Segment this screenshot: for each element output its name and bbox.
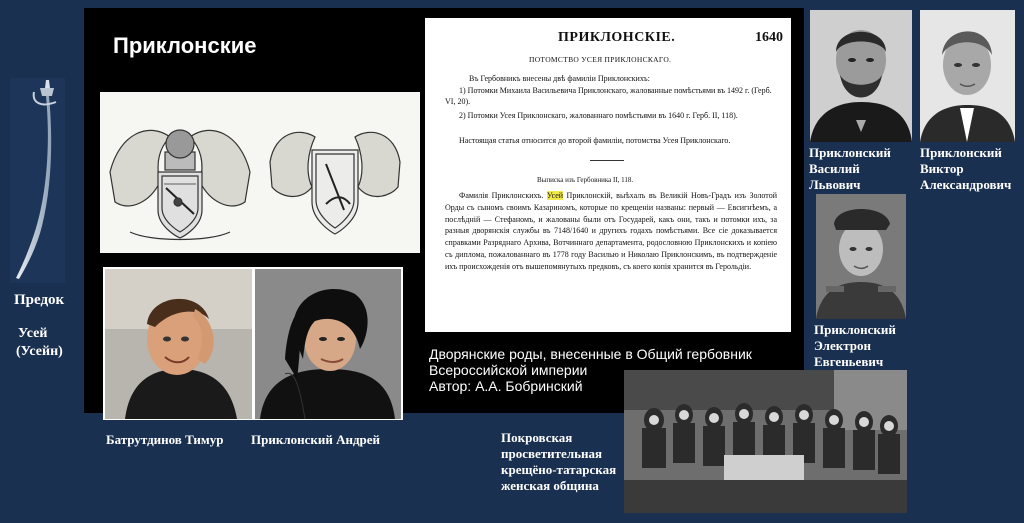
caption-timur: Батрутдинов Тимур [106, 432, 224, 447]
photo-vasily-priklonsky [810, 10, 912, 142]
caption-vasily [809, 145, 891, 193]
caption-vasily-name: Василий [809, 161, 860, 176]
source-caption-line-1: Дворянские роды, внесенные в Общий гербовник [429, 346, 752, 362]
document-body-rest: Приклонскій, выѣхалъ въ Великій Новъ-Градъ изъ Золотой Орды съ сыномъ своимъ Казариномъ, которые по крещеніи названы: первый — Евсигнѣемъ, а послѣдній — Стефаномъ, и жалованы были отъ Государей, какъ они, такъ и потомки ихъ, за разныя дворянскія службы въ 7148/1640 и другихъ годахъ помѣстьями. Все сіе доказывается справками Разряднаго Архива, Вотчиннаго департамента, родословною Приклонскихъ и копіею съ диплома, пожалованнаго въ 1778 году Василью и Николаю Приклонскимъ, въ подтвержденіе ихъ происхожденія отъ вышепомянутыхъ предковъ, съ коего копія хранится въ Герольдіи. [445, 191, 777, 271]
photo-timur-batrutdinov [105, 269, 252, 419]
caption-elektron-surname: Приклонский [814, 322, 896, 337]
document-para-4: Настоящая статья относится до второй фамиліи, потомства Усея Приклонскаго. [459, 136, 731, 145]
document-para-1: Въ Гербовникъ внесены двѣ фамиліи Приклонскихъ: [469, 74, 650, 83]
document-page-number: 1640 [755, 30, 783, 45]
caption-vasily-patronymic: Львович [809, 177, 861, 192]
ancestor-name-alt: (Усейн) [16, 344, 63, 359]
document-body [445, 190, 777, 273]
document-subheading: ПОТОМСТВО УСЕЯ ПРИКЛОНСКАГО. [529, 55, 672, 64]
source-caption-line-3: Автор: А.А. Бобринский [429, 378, 583, 394]
photo-andrey-priklonsky [255, 269, 401, 419]
ancestor-label: Предок [14, 292, 65, 308]
source-caption-line-2: Всероссийской империи [429, 362, 588, 378]
document-para-3: 2) Потомки Усея Приклонскаго, жалованнаго помѣстьями въ 1640 г. Герб. II, 118). [459, 111, 738, 120]
caption-vasily-surname: Приклонский [809, 145, 891, 160]
armorial-document [425, 18, 791, 332]
document-divider [590, 160, 624, 161]
caption-elektron-name: Электрон [814, 338, 871, 353]
document-body-highlight: Усей [546, 191, 564, 200]
photo-elektron-priklonsky [816, 194, 906, 319]
caption-community-line-2: просветительная [501, 446, 603, 461]
document-para-2: 1) Потомки Михаила Васильевича Приклонскаго, жалованные помѣстьями въ 1492 г. (Герб. VI, 20). [445, 86, 772, 106]
caption-elektron [814, 322, 896, 370]
caption-elektron-patronymic: Евгеньевич [814, 354, 884, 369]
caption-viktor-patronymic: Александрович [920, 177, 1012, 192]
caption-community-line-1: Покровская [501, 430, 573, 445]
photo-viktor-priklonsky [920, 10, 1015, 142]
slide-title: Приклонские [113, 33, 257, 58]
ancestor-name: Усей [18, 326, 48, 341]
caption-community-line-3: крещёно-татарская [501, 462, 617, 477]
caption-community [501, 430, 616, 494]
coats-of-arms-image [100, 92, 420, 253]
caption-viktor-surname: Приклонский [920, 145, 1002, 160]
caption-viktor-name: Виктор [920, 161, 964, 176]
document-extract-title: Выписка изъ Гербовника II, 118. [537, 176, 634, 184]
caption-community-line-4: женская община [501, 478, 599, 493]
caption-andrey: Приклонский Андрей [251, 432, 381, 447]
document-heading: ПРИКЛОНСКІЕ. [558, 30, 676, 45]
photo-womens-community [624, 370, 907, 513]
saber-image [10, 78, 65, 283]
caption-viktor [920, 145, 1011, 193]
document-body-start: Фамилія Приклонскихъ. [459, 191, 547, 200]
